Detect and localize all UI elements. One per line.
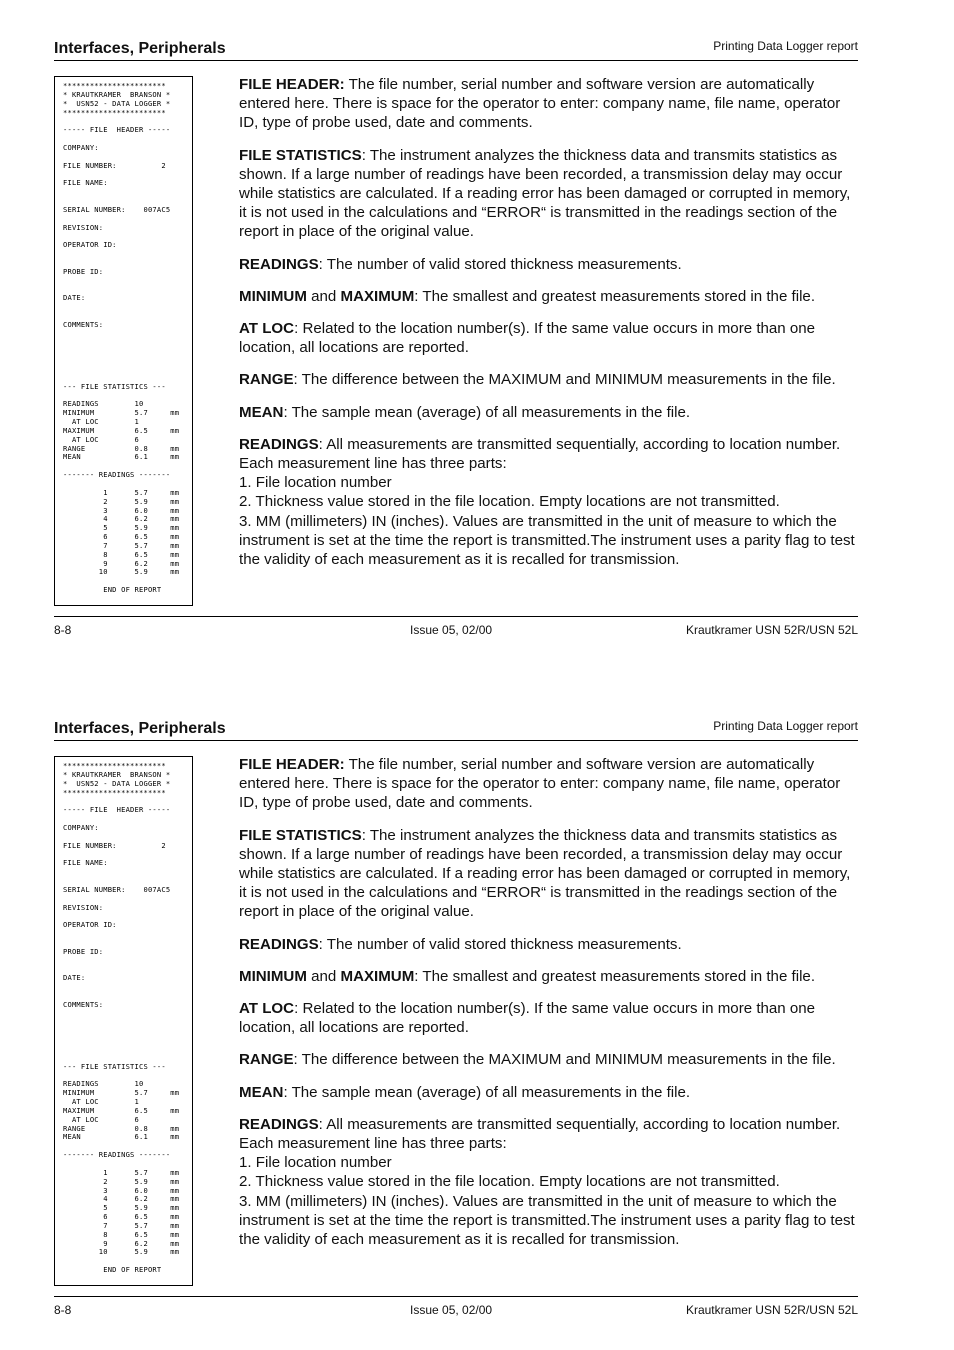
report-line: ------- READINGS ------- <box>63 470 171 480</box>
page-subtitle: Printing Data Logger report <box>713 39 858 53</box>
report-line: PROBE ID: <box>63 946 104 956</box>
report-line: --- FILE STATISTICS --- <box>63 1061 166 1071</box>
report-line: END OF REPORT <box>63 585 162 595</box>
report-line: 7 5.7 mm <box>63 1220 180 1230</box>
product-label: Krautkramer USN 52R/USN 52L <box>685 623 858 637</box>
report-line <box>63 250 192 259</box>
report-line: 2 5.9 mm <box>63 496 180 506</box>
report-line <box>63 1010 192 1019</box>
page-number: 8-8 <box>54 1303 72 1317</box>
file-statistics-paragraph: FILE STATISTICS: The instrument analyzes the thickness data and transmits statistics as shown. If a large number of readings have been recorded, a transmission delay may occur while statistics are calculated. If a reading error has been damaged or corrupted in memory, it is not used in the calculations and “ERROR“ is transmitted in the readings section of the report in place of the original value. <box>239 146 851 241</box>
header-rule <box>54 740 858 741</box>
report-line: SERIAL NUMBER: 007AC5 <box>63 204 171 214</box>
range-paragraph: RANGE: The difference between the MAXIMUM and MINIMUM measurements in the file. <box>239 1051 836 1069</box>
report-line <box>63 356 192 365</box>
report-line: 7 5.7 mm <box>63 540 180 550</box>
file-header-paragraph: FILE HEADER: The file number, serial number and software version are automatically entered here. There is space for the operator to enter: company name, file name, operator ID, type of probe used, date and comments. <box>239 76 841 132</box>
range-paragraph: RANGE: The difference between the MAXIMUM and MINIMUM measurements in the file. <box>239 371 836 389</box>
report-line: MEAN 6.1 mm <box>63 1132 180 1142</box>
report-line: * USN52 - DATA LOGGER * <box>63 778 171 788</box>
report-line <box>63 983 192 992</box>
report-line: READINGS 10 <box>63 1079 144 1089</box>
report-line: COMMENTS: <box>63 999 104 1009</box>
report-line: DATE: <box>63 293 86 303</box>
report-line <box>63 347 192 356</box>
readings-list-paragraph: READINGS: All measurements are transmitted sequentially, according to location number. Each measurement line has three parts: 1. File location number 2. Thickness value stored in the file location. Empty locations are not transmitted. 3. MM (millimeters) IN (inches). Values are transmitted in the unit of measure to which the instrument is set at the time the report is transmitted.The instrument uses a parity flag to test the validity of each measurement as it is recalled for transmission. <box>239 1115 855 1249</box>
report-line: *********************** <box>63 107 166 117</box>
report-line: 8 6.5 mm <box>63 1229 180 1239</box>
report-line <box>63 957 192 966</box>
description-text <box>239 755 859 1249</box>
atloc-paragraph: AT LOC: Related to the location number(s). If the same value occurs in more than one location, all locations are reported. <box>239 1000 816 1037</box>
section-title: Interfaces, Peripherals <box>54 720 226 737</box>
mean-paragraph: MEAN: The sample mean (average) of all measurements in the file. <box>239 1083 691 1101</box>
readings-list-paragraph: READINGS: All measurements are transmitted sequentially, according to location number. Each measurement line has three parts: 1. File location number 2. Thickness value stored in the file location. Empty locations are not transmitted. 3. MM (millimeters) IN (inches). Values are transmitted in the unit of measure to which the instrument is set at the time the report is transmitted.The instrument uses a parity flag to test the validity of each measurement as it is recalled for transmission. <box>239 435 855 569</box>
report-line: END OF REPORT <box>63 1265 162 1275</box>
report-line: 1 5.7 mm <box>63 1167 180 1177</box>
report-line <box>63 338 192 347</box>
logger-report-printout <box>54 76 193 606</box>
readings-paragraph: READINGS: The number of valid stored thickness measurements. <box>239 255 682 273</box>
minmax-paragraph: MINIMUM and MAXIMUM: The smallest and greatest measurements stored in the file. <box>239 287 816 305</box>
report-line: AT LOC 6 <box>63 434 140 444</box>
footer-rule <box>54 1296 858 1297</box>
report-line <box>63 1036 192 1045</box>
report-line: * USN52 - DATA LOGGER * <box>63 98 171 108</box>
page-subtitle: Printing Data Logger report <box>713 719 858 733</box>
report-line: * KRAUTKRAMER BRANSON * <box>63 769 171 779</box>
mean-paragraph: MEAN: The sample mean (average) of all measurements in the file. <box>239 403 691 421</box>
report-line: 1 5.7 mm <box>63 487 180 497</box>
atloc-paragraph: AT LOC: Related to the location number(s). If the same value occurs in more than one location, all locations are reported. <box>239 320 816 357</box>
report-line <box>63 277 192 286</box>
report-line: FILE NAME: <box>63 858 108 868</box>
report-line: ----- FILE HEADER ----- <box>63 805 171 815</box>
report-line: AT LOC 1 <box>63 1097 140 1107</box>
report-line: 9 6.2 mm <box>63 1238 180 1248</box>
report-line: 10 5.9 mm <box>63 567 180 577</box>
report-line: * KRAUTKRAMER BRANSON * <box>63 89 171 99</box>
report-line <box>63 1018 192 1027</box>
report-line: 8 6.5 mm <box>63 549 180 559</box>
file-header-paragraph: FILE HEADER: The file number, serial number and software version are automatically entered here. There is space for the operator to enter: company name, file name, operator ID, type of probe used, date and comments. <box>239 756 841 812</box>
report-line: 5 5.9 mm <box>63 523 180 533</box>
report-line: MINIMUM 5.7 mm <box>63 408 180 418</box>
report-line: REVISION: <box>63 222 104 232</box>
report-line: AT LOC 1 <box>63 417 140 427</box>
report-line: RANGE 0.8 mm <box>63 1123 180 1133</box>
report-line: MAXIMUM 6.5 mm <box>63 425 180 435</box>
report-line: MAXIMUM 6.5 mm <box>63 1105 180 1115</box>
report-line: COMPANY: <box>63 822 99 832</box>
report-line: 3 6.0 mm <box>63 1185 180 1195</box>
report-line: 4 6.2 mm <box>63 1194 180 1204</box>
report-line: ------- READINGS ------- <box>63 1150 171 1160</box>
report-line <box>63 303 192 312</box>
issue-label: Issue 05, 02/00 <box>410 1303 493 1317</box>
report-line: --- FILE STATISTICS --- <box>63 381 166 391</box>
report-line: ----- FILE HEADER ----- <box>63 125 171 135</box>
description-text <box>239 75 859 569</box>
footer-rule <box>54 616 858 617</box>
report-line: SERIAL NUMBER: 007AC5 <box>63 884 171 894</box>
header-rule <box>54 60 858 61</box>
issue-label: Issue 05, 02/00 <box>410 623 493 637</box>
report-line <box>63 1027 192 1036</box>
report-line: DATE: <box>63 973 86 983</box>
page-number: 8-8 <box>54 623 72 637</box>
product-label: Krautkramer USN 52R/USN 52L <box>685 1303 858 1317</box>
report-line: RANGE 0.8 mm <box>63 443 180 453</box>
logger-report-printout <box>54 756 193 1286</box>
report-line <box>63 930 192 939</box>
report-line <box>63 1045 192 1054</box>
report-line: 6 6.5 mm <box>63 532 180 542</box>
report-line: MEAN 6.1 mm <box>63 452 180 462</box>
report-line: MINIMUM 5.7 mm <box>63 1088 180 1098</box>
report-line: FILE NAME: <box>63 178 108 188</box>
report-line: FILE NUMBER: 2 <box>63 160 166 170</box>
report-line: 10 5.9 mm <box>63 1247 180 1257</box>
report-line: 3 6.0 mm <box>63 505 180 515</box>
minmax-paragraph: MINIMUM and MAXIMUM: The smallest and greatest measurements stored in the file. <box>239 967 816 985</box>
report-line: 9 6.2 mm <box>63 558 180 568</box>
report-line: *********************** <box>63 787 166 797</box>
report-line: 2 5.9 mm <box>63 1176 180 1186</box>
report-line: READINGS 10 <box>63 399 144 409</box>
report-line: *********************** <box>63 761 166 770</box>
report-line: OPERATOR ID: <box>63 240 117 250</box>
report-line <box>63 188 192 197</box>
report-line: *********************** <box>63 81 166 90</box>
report-line: REVISION: <box>63 902 104 912</box>
section-title: Interfaces, Peripherals <box>54 40 226 57</box>
report-line: COMMENTS: <box>63 319 104 329</box>
report-line: AT LOC 6 <box>63 1114 140 1124</box>
report-line <box>63 365 192 374</box>
report-line <box>63 868 192 877</box>
file-statistics-paragraph: FILE STATISTICS: The instrument analyzes the thickness data and transmits statistics as shown. If a large number of readings have been recorded, a transmission delay may occur while statistics are calculated. If a reading error has been damaged or corrupted in memory, it is not used in the calculations and “ERROR“ is transmitted in the readings section of the report in place of the original value. <box>239 826 851 921</box>
report-line: 5 5.9 mm <box>63 1203 180 1213</box>
readings-paragraph: READINGS: The number of valid stored thickness measurements. <box>239 935 682 953</box>
report-line: COMPANY: <box>63 142 99 152</box>
report-line: 4 6.2 mm <box>63 514 180 524</box>
report-line: OPERATOR ID: <box>63 920 117 930</box>
document-page <box>0 680 954 1340</box>
report-line: 6 6.5 mm <box>63 1212 180 1222</box>
report-line: PROBE ID: <box>63 266 104 276</box>
report-line <box>63 330 192 339</box>
document-page <box>0 0 954 660</box>
report-line: FILE NUMBER: 2 <box>63 840 166 850</box>
